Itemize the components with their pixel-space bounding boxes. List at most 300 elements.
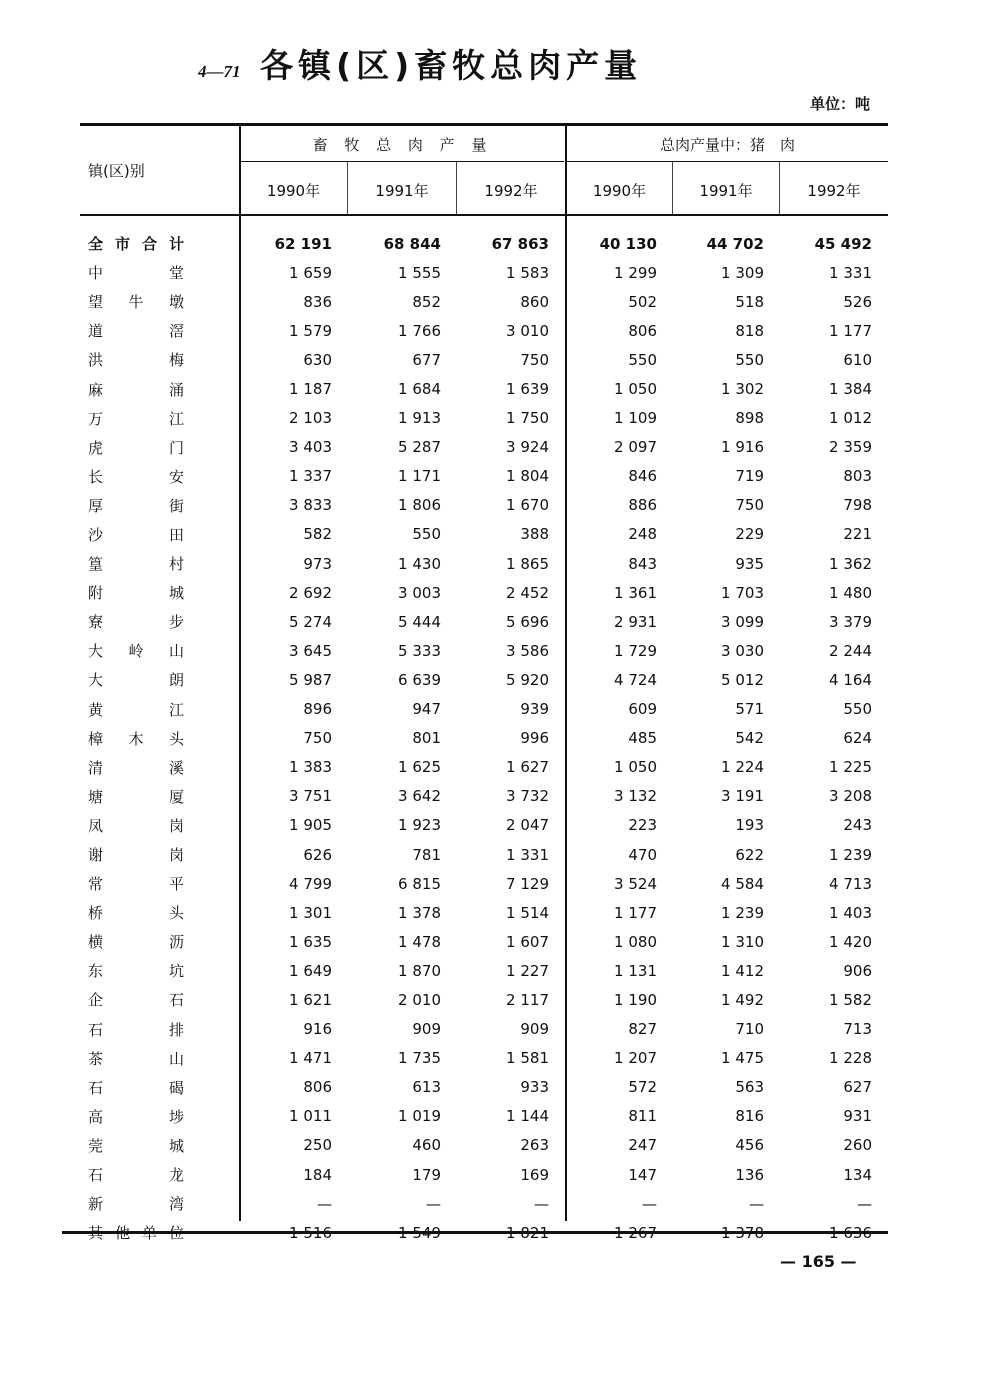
- town-name-char: 江: [168, 409, 184, 428]
- value-cell: 610: [843, 350, 872, 369]
- value-cell: 136: [735, 1165, 764, 1184]
- value-cell: 4 164: [829, 670, 872, 689]
- value-cell: 223: [628, 816, 657, 835]
- town-name: [80, 611, 184, 632]
- value-cell: 1 639: [506, 380, 549, 399]
- table-row: [80, 287, 888, 316]
- value-cell: 1 383: [289, 758, 332, 777]
- town-name-cell: [80, 1131, 240, 1160]
- town-name-cell: [80, 927, 240, 956]
- value-cell: —: [642, 1194, 657, 1213]
- value-cell: 630: [303, 350, 332, 369]
- value-cell: 1 384: [829, 380, 872, 399]
- value-cell: 134: [843, 1165, 872, 1184]
- page-title: 各镇(区)畜牧总肉产量: [260, 46, 643, 85]
- value-cell: 263: [520, 1136, 549, 1155]
- value-cell: 750: [520, 350, 549, 369]
- town-name-char: 埗: [168, 1107, 184, 1126]
- value-cell: 550: [412, 525, 441, 544]
- meat-production-table: [80, 229, 888, 1247]
- town-name-char: 樟: [88, 729, 104, 748]
- town-name-char: 坑: [168, 962, 184, 981]
- town-name-char: 堂: [168, 264, 184, 283]
- value-cell: 816: [735, 1107, 764, 1126]
- value-cell: 916: [303, 1020, 332, 1039]
- town-name-cell: [80, 1160, 240, 1189]
- value-cell: 906: [843, 961, 872, 980]
- town-name: [80, 931, 184, 952]
- value-cell: 811: [628, 1107, 657, 1126]
- value-cell: 44 702: [706, 234, 764, 253]
- value-cell: 1 905: [289, 816, 332, 835]
- value-cell: 1 228: [829, 1049, 872, 1068]
- town-name-char: 谢: [88, 846, 104, 865]
- group-underline-2: [567, 161, 888, 162]
- table-row: [80, 462, 888, 491]
- town-name-char: 横: [88, 933, 104, 952]
- value-cell: 1 378: [398, 903, 441, 922]
- value-cell: 1 227: [506, 961, 549, 980]
- value-cell: 898: [735, 409, 764, 428]
- town-name-char: 岭: [128, 642, 144, 661]
- header-bottom-rule: [80, 214, 888, 216]
- town-name: [80, 960, 184, 981]
- value-cell: 3 191: [721, 787, 764, 806]
- value-cell: 613: [412, 1078, 441, 1097]
- town-name-char: 万: [88, 409, 104, 428]
- value-cell: 4 713: [829, 874, 872, 893]
- value-cell: 3 833: [289, 496, 332, 515]
- town-name-char: 厚: [88, 496, 104, 515]
- value-cell: 1 302: [721, 380, 764, 399]
- town-name-cell: [80, 462, 240, 491]
- value-cell: 803: [843, 467, 872, 486]
- total-row: [80, 229, 888, 258]
- value-cell: 1 649: [289, 961, 332, 980]
- town-name-char: 厦: [168, 787, 184, 806]
- value-cell: 3 030: [721, 641, 764, 660]
- value-cell: 860: [520, 292, 549, 311]
- town-name: [80, 437, 184, 458]
- table-row: [80, 1073, 888, 1102]
- value-cell: 750: [303, 729, 332, 748]
- town-name-char: 城: [168, 584, 184, 603]
- value-cell: 5 287: [398, 438, 441, 457]
- town-name-cell: [80, 374, 240, 403]
- year-header-4: 1990年: [592, 182, 647, 200]
- value-cell: 622: [735, 845, 764, 864]
- value-cell: 502: [628, 292, 657, 311]
- value-cell: 4 724: [614, 670, 657, 689]
- town-name-char: 碣: [168, 1078, 184, 1097]
- town-name-cell: [80, 345, 240, 374]
- value-cell: 626: [303, 845, 332, 864]
- value-cell: 5 274: [289, 612, 332, 631]
- table-row: [80, 607, 888, 636]
- value-cell: 1 310: [721, 932, 764, 951]
- value-cell: 3 586: [506, 641, 549, 660]
- town-name: [80, 582, 184, 603]
- town-name-char: 门: [168, 438, 184, 457]
- value-cell: —: [534, 1194, 549, 1213]
- town-name-cell: [80, 811, 240, 840]
- value-cell: 1 659: [289, 263, 332, 282]
- value-cell: 973: [303, 554, 332, 573]
- value-cell: 2 010: [398, 990, 441, 1009]
- value-cell: 1 131: [614, 961, 657, 980]
- value-cell: 896: [303, 700, 332, 719]
- value-cell: 3 732: [506, 787, 549, 806]
- town-name-char: 墩: [168, 293, 184, 312]
- table-row: [80, 374, 888, 403]
- town-name-char: 附: [88, 584, 104, 603]
- town-name: [80, 320, 184, 341]
- value-cell: 5 333: [398, 641, 441, 660]
- value-cell: 1 177: [614, 903, 657, 922]
- town-name-cell: [80, 724, 240, 753]
- value-cell: 5 696: [506, 612, 549, 631]
- town-name: [80, 786, 184, 807]
- value-cell: 1 625: [398, 758, 441, 777]
- table-row: [80, 345, 888, 374]
- value-cell: 1 804: [506, 467, 549, 486]
- town-name-char: 梅: [168, 351, 184, 370]
- town-name: [80, 1193, 184, 1214]
- value-cell: 939: [520, 700, 549, 719]
- town-name-cell: [80, 1073, 240, 1102]
- town-name: [80, 233, 184, 254]
- value-cell: 750: [735, 496, 764, 515]
- value-cell: 2 047: [506, 816, 549, 835]
- value-cell: 1 583: [506, 263, 549, 282]
- value-cell: 1 475: [721, 1049, 764, 1068]
- town-name-char: 村: [168, 555, 184, 574]
- value-cell: 582: [303, 525, 332, 544]
- town-name-char: 东: [88, 962, 104, 981]
- value-cell: 550: [628, 350, 657, 369]
- value-cell: 1 019: [398, 1107, 441, 1126]
- town-name-char: 计: [168, 235, 184, 254]
- value-cell: 3 010: [506, 321, 549, 340]
- value-cell: 3 524: [614, 874, 657, 893]
- value-cell: 2 103: [289, 409, 332, 428]
- value-cell: 801: [412, 729, 441, 748]
- table-row: [80, 549, 888, 578]
- town-name-cell: [80, 287, 240, 316]
- town-name-char: 塘: [88, 787, 104, 806]
- value-cell: 6 639: [398, 670, 441, 689]
- value-cell: 1 923: [398, 816, 441, 835]
- value-cell: 1 729: [614, 641, 657, 660]
- value-cell: 1 684: [398, 380, 441, 399]
- value-cell: 846: [628, 467, 657, 486]
- value-cell: 4 799: [289, 874, 332, 893]
- town-name-cell: [80, 1015, 240, 1044]
- town-name-cell: [80, 753, 240, 782]
- value-cell: 719: [735, 467, 764, 486]
- town-name-cell: [80, 1044, 240, 1073]
- value-cell: 609: [628, 700, 657, 719]
- town-name-char: 合: [141, 235, 157, 254]
- value-cell: 5 012: [721, 670, 764, 689]
- value-cell: 2 931: [614, 612, 657, 631]
- value-cell: 1 080: [614, 932, 657, 951]
- value-cell: 5 987: [289, 670, 332, 689]
- value-cell: 1 703: [721, 583, 764, 602]
- top-rule: [80, 123, 888, 126]
- town-name: [80, 1077, 184, 1098]
- table-row: [80, 1102, 888, 1131]
- value-cell: 1 207: [614, 1049, 657, 1068]
- group-underline-1: [240, 161, 564, 162]
- value-cell: 818: [735, 321, 764, 340]
- town-name: [80, 1106, 184, 1127]
- table-row: [80, 520, 888, 549]
- value-cell: 470: [628, 845, 657, 864]
- town-name: [80, 699, 184, 720]
- table-row: [80, 695, 888, 724]
- town-name: [80, 873, 184, 894]
- town-name-char: 木: [128, 729, 144, 748]
- value-cell: 2 244: [829, 641, 872, 660]
- town-name-char: 全: [88, 235, 104, 254]
- town-name-cell: [80, 636, 240, 665]
- row-header-label: 镇(区)别: [88, 162, 145, 180]
- town-name-char: 企: [88, 991, 104, 1010]
- town-name: [80, 815, 184, 836]
- town-name-char: 田: [168, 525, 184, 544]
- table-row: [80, 1160, 888, 1189]
- town-name-char: 山: [168, 1049, 184, 1068]
- town-name-cell: [80, 956, 240, 985]
- town-name-cell: [80, 404, 240, 433]
- value-cell: 2 692: [289, 583, 332, 602]
- value-cell: 260: [843, 1136, 872, 1155]
- value-cell: 456: [735, 1136, 764, 1155]
- group-header-pork: 总肉产量中：猪 肉: [659, 136, 795, 154]
- town-name-cell: [80, 665, 240, 694]
- town-name-char: 市: [114, 235, 130, 254]
- value-cell: 221: [843, 525, 872, 544]
- value-cell: 1 144: [506, 1107, 549, 1126]
- town-name: [80, 291, 184, 312]
- town-name-char: 溪: [168, 758, 184, 777]
- value-cell: 184: [303, 1165, 332, 1184]
- table-row: [80, 898, 888, 927]
- value-cell: 485: [628, 729, 657, 748]
- value-cell: 947: [412, 700, 441, 719]
- value-cell: 2 359: [829, 438, 872, 457]
- table-row: [80, 985, 888, 1014]
- value-cell: 1 913: [398, 409, 441, 428]
- town-name: [80, 1164, 184, 1185]
- town-name-char: 朗: [168, 671, 184, 690]
- value-cell: 627: [843, 1078, 872, 1097]
- town-name-char: 街: [168, 496, 184, 515]
- value-cell: 1 480: [829, 583, 872, 602]
- value-cell: 4 584: [721, 874, 764, 893]
- table-row: [80, 782, 888, 811]
- value-cell: 563: [735, 1078, 764, 1097]
- town-name: [80, 349, 184, 370]
- town-name: [80, 553, 184, 574]
- town-name-char: 茶: [88, 1049, 104, 1068]
- value-cell: 1 331: [829, 263, 872, 282]
- value-cell: 1 735: [398, 1049, 441, 1068]
- town-name-cell: [80, 1102, 240, 1131]
- value-cell: 169: [520, 1165, 549, 1184]
- value-cell: 996: [520, 729, 549, 748]
- town-name-char: 桥: [88, 904, 104, 923]
- year-header-1: 1990年: [266, 182, 321, 200]
- town-name: [80, 262, 184, 283]
- town-name-cell: [80, 520, 240, 549]
- value-cell: 518: [735, 292, 764, 311]
- value-cell: 1 492: [721, 990, 764, 1009]
- town-name: [80, 989, 184, 1010]
- value-cell: 1 331: [506, 845, 549, 864]
- value-cell: 1 225: [829, 758, 872, 777]
- town-name-char: 岗: [168, 846, 184, 865]
- value-cell: 806: [303, 1078, 332, 1097]
- town-name-cell: [80, 229, 240, 258]
- value-cell: 571: [735, 700, 764, 719]
- value-cell: 1 190: [614, 990, 657, 1009]
- town-name-cell: [80, 782, 240, 811]
- town-name-char: 江: [168, 700, 184, 719]
- value-cell: 3 132: [614, 787, 657, 806]
- town-name-char: 平: [168, 875, 184, 894]
- value-cell: 1 870: [398, 961, 441, 980]
- town-name: [80, 1048, 184, 1069]
- town-name-char: 望: [88, 293, 104, 312]
- value-cell: 806: [628, 321, 657, 340]
- value-cell: 388: [520, 525, 549, 544]
- value-cell: 5 444: [398, 612, 441, 631]
- value-cell: 1 478: [398, 932, 441, 951]
- town-name-char: 道: [88, 322, 104, 341]
- value-cell: 179: [412, 1165, 441, 1184]
- table-row: [80, 1015, 888, 1044]
- value-cell: 1 806: [398, 496, 441, 515]
- value-cell: 3 003: [398, 583, 441, 602]
- value-cell: 248: [628, 525, 657, 544]
- value-cell: 3 208: [829, 787, 872, 806]
- table-row: [80, 811, 888, 840]
- value-cell: 1 555: [398, 263, 441, 282]
- value-cell: 40 130: [599, 234, 657, 253]
- town-name-char: 排: [168, 1020, 184, 1039]
- value-cell: 836: [303, 292, 332, 311]
- value-cell: 62 191: [274, 234, 332, 253]
- value-cell: 5 920: [506, 670, 549, 689]
- group-header-total-meat: 畜 牧 总 肉 产 量: [312, 136, 493, 154]
- value-cell: 6 815: [398, 874, 441, 893]
- value-cell: 3 642: [398, 787, 441, 806]
- value-cell: 526: [843, 292, 872, 311]
- town-name-char: 篁: [88, 555, 104, 574]
- year-header-5: 1991年: [699, 182, 753, 200]
- value-cell: 1 579: [289, 321, 332, 340]
- value-cell: 1 050: [614, 758, 657, 777]
- value-cell: 250: [303, 1136, 332, 1155]
- town-name-char: 寮: [88, 613, 104, 632]
- town-name: [80, 728, 184, 749]
- value-cell: —: [749, 1194, 764, 1213]
- value-cell: 229: [735, 525, 764, 544]
- value-cell: 1 299: [614, 263, 657, 282]
- value-cell: 1 750: [506, 409, 549, 428]
- table-row: [80, 840, 888, 869]
- value-cell: 1 403: [829, 903, 872, 922]
- town-name-char: 长: [88, 467, 104, 486]
- town-name-char: 常: [88, 875, 104, 894]
- value-cell: —: [426, 1194, 441, 1213]
- value-cell: 1 362: [829, 554, 872, 573]
- value-cell: 68 844: [383, 234, 441, 253]
- value-cell: 1 916: [721, 438, 764, 457]
- town-name-cell: [80, 1189, 240, 1218]
- value-cell: 677: [412, 350, 441, 369]
- value-cell: 550: [843, 700, 872, 719]
- value-cell: 827: [628, 1020, 657, 1039]
- value-cell: 886: [628, 496, 657, 515]
- table-row: [80, 316, 888, 345]
- town-name-cell: [80, 869, 240, 898]
- table-row: [80, 578, 888, 607]
- value-cell: 1 581: [506, 1049, 549, 1068]
- town-name-char: 安: [168, 467, 184, 486]
- town-name-char: 头: [168, 904, 184, 923]
- table-row: [80, 927, 888, 956]
- table-row: [80, 491, 888, 520]
- town-name-cell: [80, 316, 240, 345]
- value-cell: 931: [843, 1107, 872, 1126]
- value-cell: 1 309: [721, 263, 764, 282]
- town-name: [80, 466, 184, 487]
- town-name-char: 中: [88, 264, 104, 283]
- town-name-char: 滘: [168, 322, 184, 341]
- town-name-char: 虎: [88, 438, 104, 457]
- town-name: [80, 844, 184, 865]
- town-name-char: 涌: [168, 380, 184, 399]
- table-number: 4—71: [198, 62, 241, 81]
- value-cell: 1 412: [721, 961, 764, 980]
- town-name-char: 沥: [168, 933, 184, 952]
- value-cell: 1 471: [289, 1049, 332, 1068]
- town-name-char: 清: [88, 758, 104, 777]
- table-row: [80, 724, 888, 753]
- value-cell: 1 011: [289, 1107, 332, 1126]
- unit-label: 单位：吨: [809, 95, 870, 113]
- value-cell: 933: [520, 1078, 549, 1097]
- value-cell: 3 099: [721, 612, 764, 631]
- town-name-cell: [80, 491, 240, 520]
- town-name: [80, 757, 184, 778]
- town-name-char: 沙: [88, 525, 104, 544]
- table-row: [80, 665, 888, 694]
- value-cell: 909: [412, 1020, 441, 1039]
- value-cell: 7 129: [506, 874, 549, 893]
- value-cell: 1 171: [398, 467, 441, 486]
- town-name-char: 岗: [168, 816, 184, 835]
- value-cell: 2 452: [506, 583, 549, 602]
- value-cell: 624: [843, 729, 872, 748]
- town-name: [80, 495, 184, 516]
- town-name-cell: [80, 549, 240, 578]
- town-name-char: 凤: [88, 816, 104, 835]
- value-cell: 2 097: [614, 438, 657, 457]
